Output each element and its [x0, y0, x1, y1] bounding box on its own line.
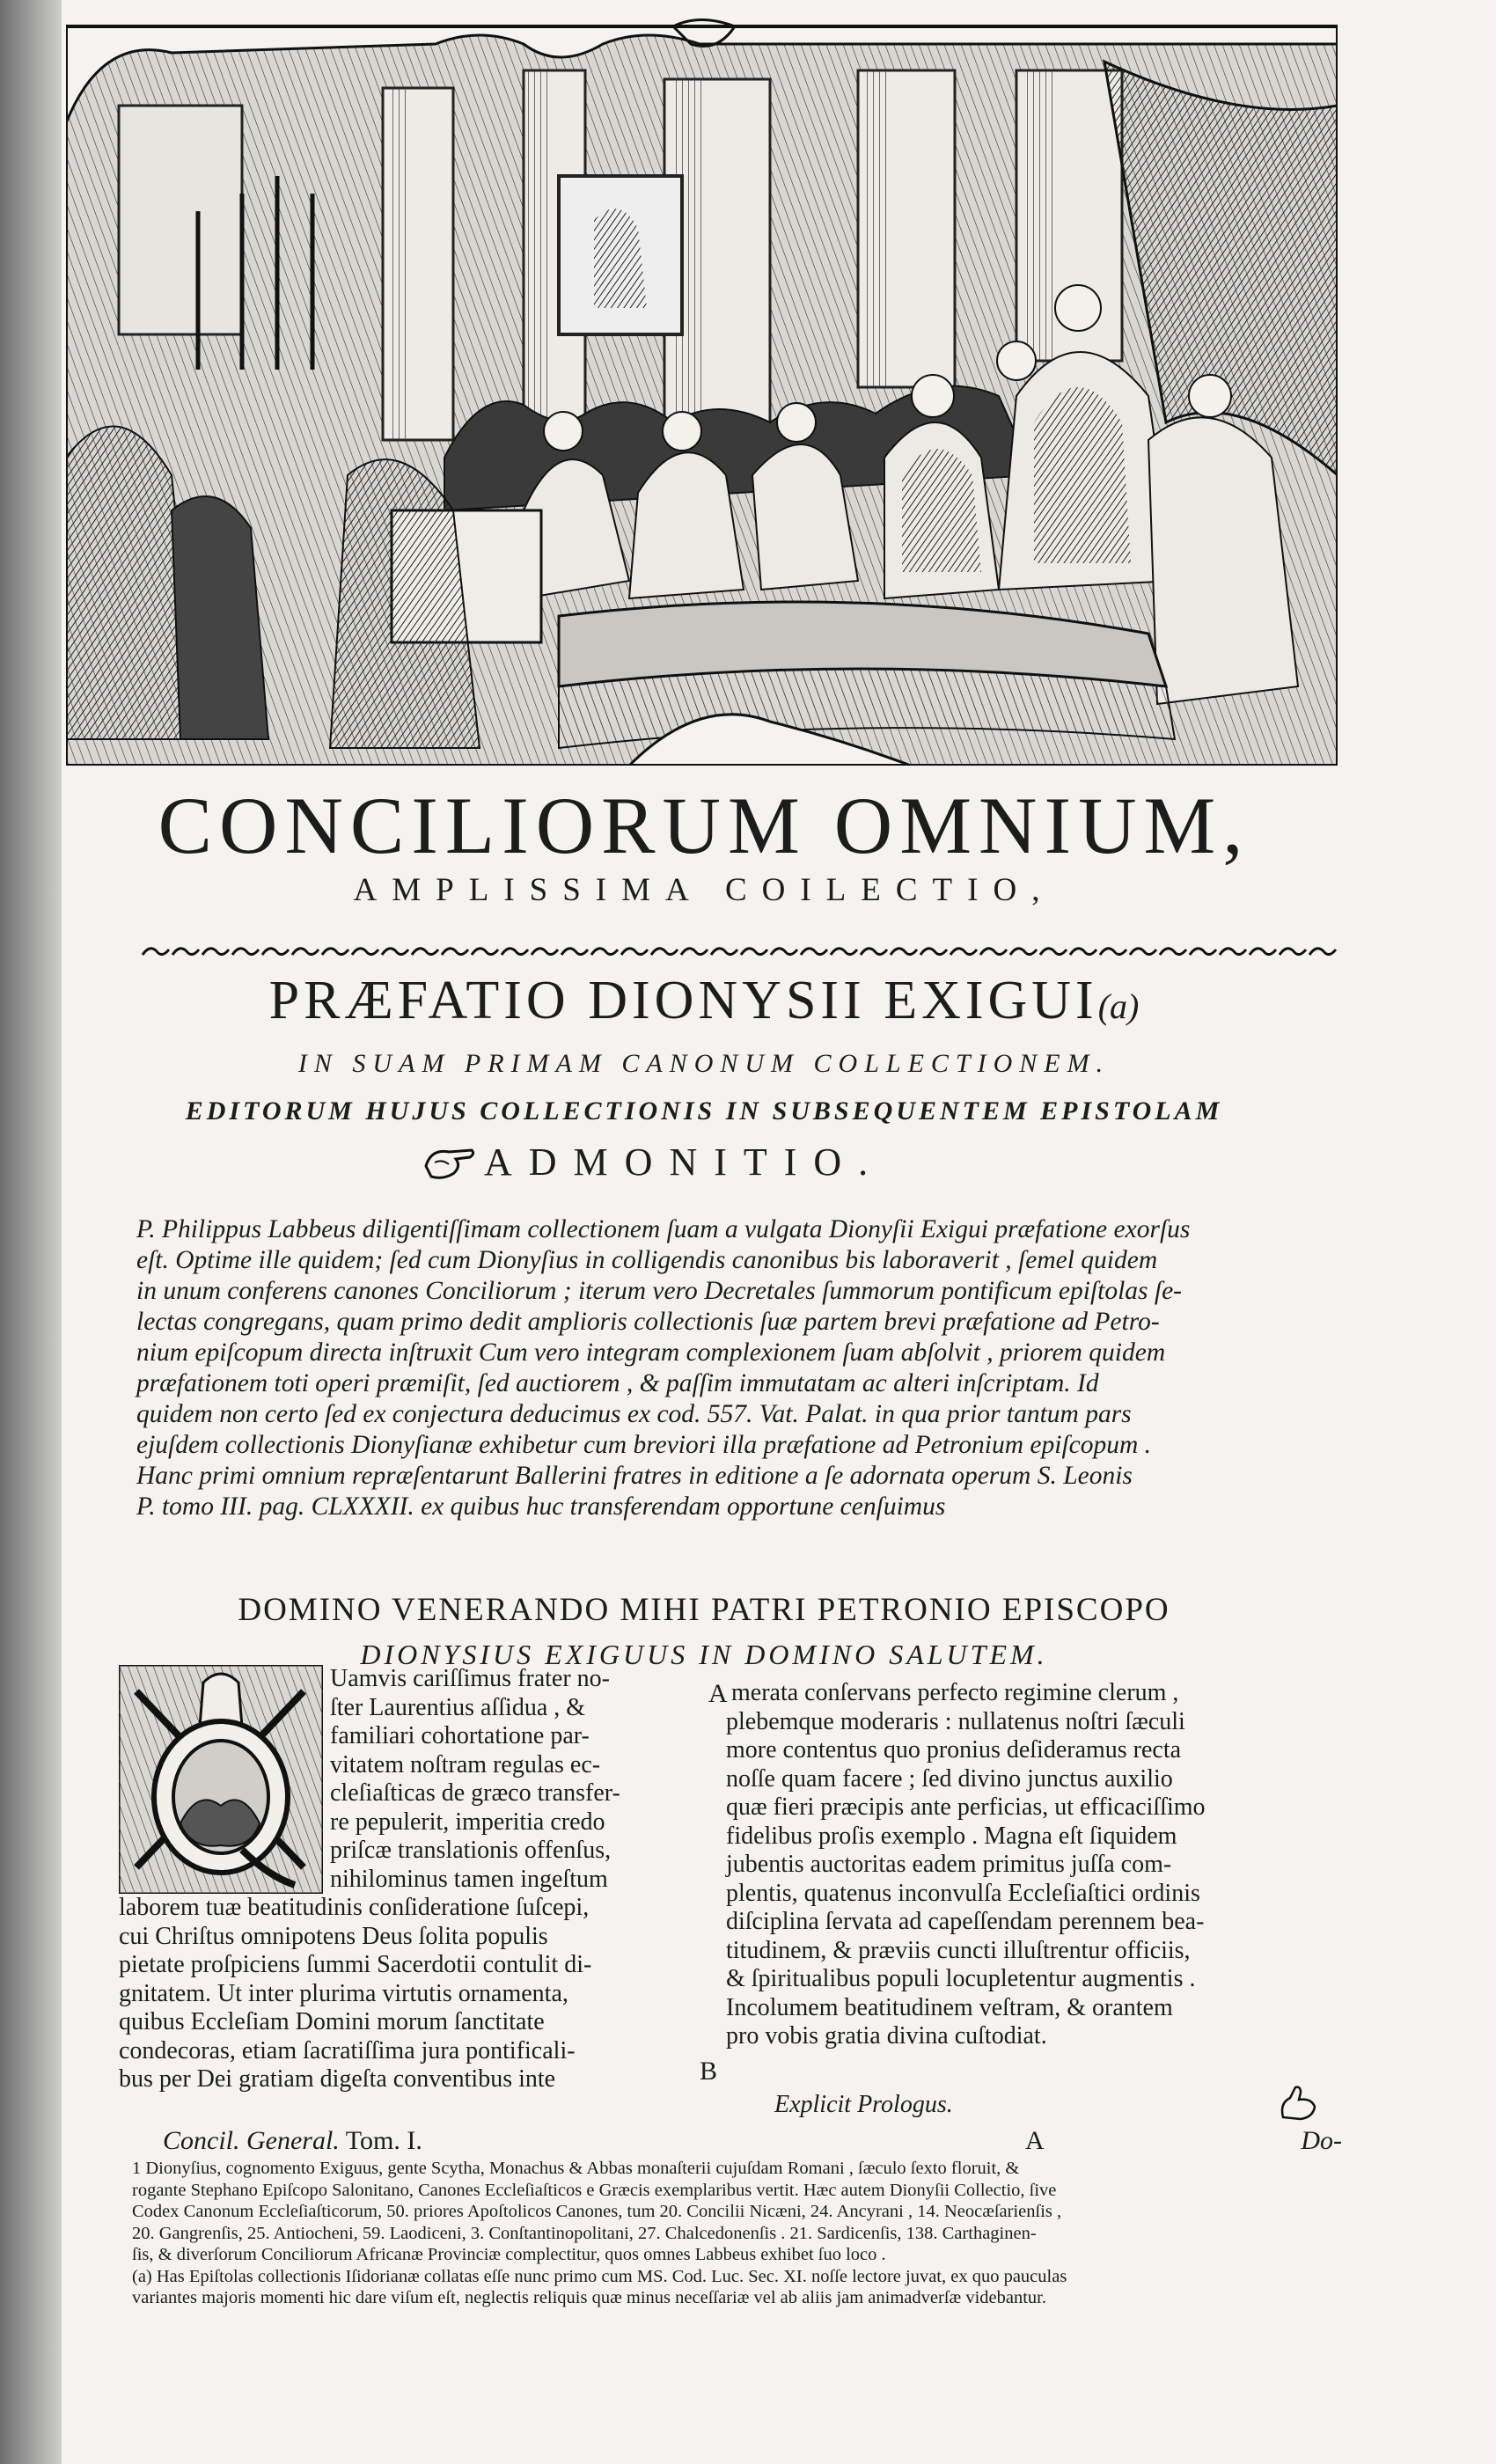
page-footer: [163, 2126, 1342, 2156]
intro-line: lectas congregans, quam primo dedit amplioris collectionis ſuæ partem brevi præfatione ad Petro-: [136, 1308, 1160, 1336]
left-column: [119, 1665, 700, 2094]
pointing-hand-icon: [1276, 2086, 1320, 2121]
ornament-rule: [141, 942, 1338, 964]
footnote-line: 1 Dionyſius, cognomento Exiguus, gente Scytha, Monachus & Abbas monaſterii cujuſdam Romani , ſæculo ſexto floruit, &: [132, 2159, 1020, 2178]
intro-line: præfationem toti operi præmiſit, ſed auctiorem , & paſſim immutatam ac alteri inſcriptam. Id: [136, 1369, 1099, 1397]
left-column-line: pietate proſpiciens ſummi Sacerdotii contulit di-: [119, 1951, 592, 1978]
page-edge-shadow: [0, 0, 62, 2464]
catchword: Do-: [1301, 2126, 1342, 2155]
right-column-line: plentis, quatenus inconvulſa Eccleſiaſtici ordinis: [726, 1879, 1200, 1907]
intro-line: quidem non certo ſed ex conjectura deducimus ex cod. 557. Vat. Palat. in qua prior tantum pars: [136, 1400, 1132, 1428]
left-column-line: condecoras, etiam ſacratiſſima jura pontificali-: [119, 2036, 576, 2064]
praefatio-title: PRÆFATIO DIONYSII EXIGUI: [268, 971, 1098, 1030]
left-column-line: vitatem noſtram regulas ec-: [330, 1750, 601, 1778]
salutem-heading: DIONYSIUS EXIGUUS IN DOMINO SALUTEM.: [360, 1639, 1048, 1670]
right-column-line: merata conſervans perfecto regimine clerum ,: [731, 1679, 1179, 1706]
signature-mark: A: [1025, 2126, 1045, 2155]
footnote-line: variantes majoris momenti hic dare viſum eſt, neglectis reliquis quæ minus neceſſariæ vel ab aliis jam animadverſæ videbantur.: [132, 2288, 1046, 2307]
footnote-line: (a) Has Epiſtolas collectionis Iſidorianæ collatas eſſe nunc primo cum MS. Cod. Luc. Sec. XI. noſſe lectore juvat, ex quo pauculas: [132, 2266, 1067, 2286]
right-column-line: plebemque moderaris : nullatenus noſtri ſæculi: [726, 1707, 1185, 1735]
footnote-line: ſis, & diverſorum Conciliorum Africanæ Provinciæ complectitur, quos omnes Labbeus exhibet ſuo loco .: [132, 2245, 886, 2264]
intro-line: P. Philippus Labbeus diligentiſſimam collectionem ſuam a vulgata Dionyſii Exigui præfatione exorſus: [136, 1215, 1191, 1243]
right-column-line: quæ fieri præcipis ante perficias, ut efficaciſſimo: [726, 1793, 1206, 1821]
right-column-line: pro vobis gratia divina cuſtodiat.: [726, 2022, 1047, 2050]
right-column-line: titudinem, & præviis cuncti illuſtrentur officiis,: [726, 1936, 1191, 1964]
council-engraving: [66, 18, 1338, 766]
footer-tom: Tom. I.: [345, 2126, 422, 2155]
praefatio-subtitle: IN SUAM PRIMAM CANONUM COLLECTIONEM.: [297, 1049, 1111, 1078]
footer-concil: Concil. General.: [163, 2126, 340, 2155]
dedication-heading: DOMINO VENERANDO MIHI PATRI PETRONIO EPISCOPO: [238, 1592, 1170, 1628]
right-column-line: noſſe quam facere ; ſed divino junctus auxilio: [726, 1764, 1173, 1793]
left-column-line: cleſiaſticas de græco transfer-: [330, 1779, 620, 1807]
right-column: [708, 1679, 1342, 2051]
intro-line: eſt. Optime ille quidem; ſed cum Dionyſius in colligendis canonibus bis laboraverit , ſemel quidem: [136, 1246, 1158, 1274]
footnote-line: 20. Gangrenſis, 25. Antiocheni, 59. Laodiceni, 3. Conſtantinopolitani, 27. Chalcedonenſis . 21. Sardicenſis, 138. Carthaginen-: [132, 2223, 1037, 2243]
intro-paragraph: [136, 1214, 1333, 1522]
intro-line: Hanc primi omnium repræſentarunt Ballerini fratres in editione a ſe adornata operum S. Leonis: [136, 1462, 1133, 1490]
admonitio-heading: [422, 1140, 1126, 1192]
footnotes: [132, 2158, 1338, 2309]
right-column-line: & ſpiritualibus populi locupletentur augmentis .: [726, 1965, 1196, 1992]
footnote-line: rogante Stephano Epiſcopo Salonitano, Canones Eccleſiaſticos e Græcis exemplaribus vertit. Hæc autem Dionyſii Collectio, ſive: [132, 2180, 1057, 2200]
left-column-line: nihilominus tamen ingeſtum: [330, 1865, 608, 1893]
left-column-line: bus per Dei gratiam digeſta conventibus inte: [119, 2065, 556, 2093]
footnote-line: Codex Canonum Eccleſiaſticorum, 50. priores Apoſtolicos Canones, tum 20. Concilii Nicæni, 24. Ancyrani , 14. Neocæſarienſis ,: [132, 2202, 1062, 2221]
left-column-line: familiari cohortatione par-: [330, 1722, 590, 1749]
praefatio-note-marker: (a): [1097, 986, 1140, 1026]
left-column-line: gnitatem. Ut inter plurima virtutis ornamenta,: [119, 1979, 568, 2007]
left-column-line: priſcæ translationis offenſus,: [330, 1837, 612, 1864]
left-column-line: re pepulerit, imperitia credo: [330, 1808, 605, 1836]
left-column-line: laborem tuæ beatitudinis conſideratione ſuſcepi,: [119, 1894, 590, 1921]
praefatio-heading: [62, 970, 1346, 1032]
admonitio-title: ADMONITIO.: [484, 1140, 885, 1184]
pointing-hand-icon: [422, 1140, 475, 1184]
intro-line: P. tomo III. pag. CLXXXII. ex quibus huc transferendam opportune cenſuimus: [136, 1492, 946, 1521]
main-title: CONCILIORUM OMNIUM,: [158, 781, 1250, 870]
right-column-line: Incolumem beatitudinem veſtram, & orantem: [726, 1993, 1173, 2021]
left-column-line: cui Chriſtus omnipotens Deus ſolita populis: [119, 1922, 548, 1950]
left-column-line: ſter Laurentius aſſidua , &: [330, 1693, 586, 1721]
right-column-line: diſciplina ſervata ad capeſſendam perennem bea-: [726, 1908, 1205, 1935]
left-column-line: quibus Eccleſiam Domini morum ſanctitate: [119, 2008, 545, 2035]
intro-line: ejuſdem collectionis Dionyſianæ exhibetur cum breviori illa præfatione ad Petronium epiſcopum .: [136, 1431, 1152, 1459]
margin-letter-b: B: [700, 2057, 718, 2086]
margin-letter-a: A: [708, 1679, 728, 1708]
explicit-prologus: Explicit Prologus.: [774, 2091, 953, 2118]
right-column-line: jubentis auctoritas eadem primitus juſſa com-: [726, 1851, 1172, 1878]
right-column-line: fidelibus proſis exemplo . Magna eſt ſiquidem: [726, 1822, 1177, 1850]
editorum-heading: EDITORUM HUJUS COLLECTIONIS IN SUBSEQUENTEM EPISTOLAM: [185, 1096, 1223, 1126]
intro-line: nium epiſcopum directa inſtruxit Cum vero integram complexionem ſuam abſolvit , priorem quidem: [136, 1338, 1166, 1367]
left-column-line: Uamvis cariſſimus frater no-: [330, 1665, 611, 1692]
intro-line: in unum conferens canones Conciliorum ; iterum vero Decretales ſummorum pontificum epiſtolas ſe-: [136, 1277, 1182, 1305]
subtitle: AMPLISSIMA COILECTIO,: [353, 872, 1055, 908]
right-column-line: more contentus quo pronius deſideramus recta: [726, 1736, 1182, 1764]
